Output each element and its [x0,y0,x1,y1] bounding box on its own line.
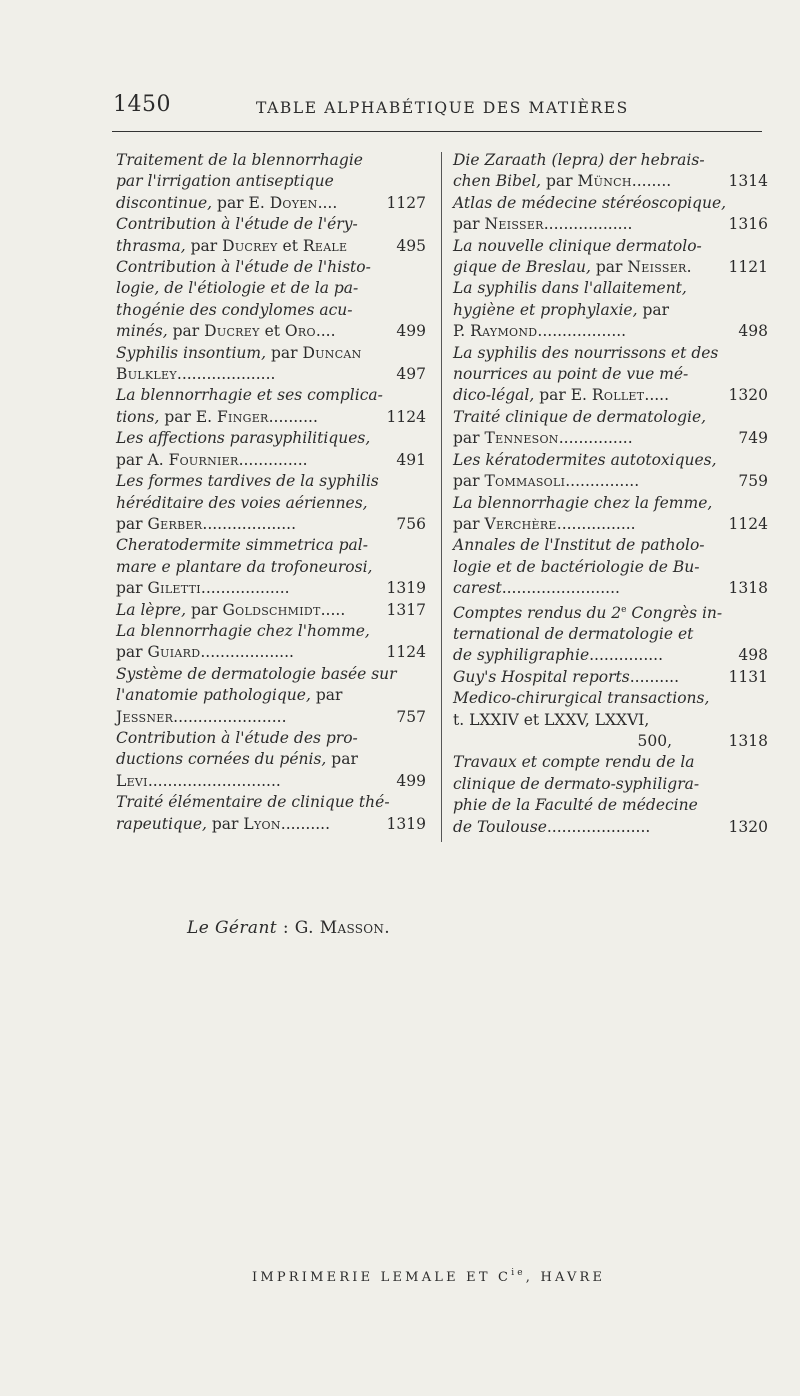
entry-extra: 500, [637,731,672,750]
entry-text: Neisser [484,215,544,234]
page-ref: 1121 [728,258,768,277]
entry-text: thogénie des condylomes acu- [116,300,353,319]
entry-text: e [621,604,627,615]
page-ref: 491 [396,450,426,469]
entry-line [116,707,368,728]
page-ref: 1127 [386,193,426,212]
entry-text: par [185,236,223,255]
entry-text: ..... [320,600,346,619]
entry-line [453,795,710,816]
page-ref: 498 [738,322,768,341]
entry-line [116,557,373,578]
entry-text: Duncan [302,343,362,362]
entry-text: Les affections parasyphilitiques, [116,429,371,448]
entry-text: ..... [644,386,670,405]
entry-text: ductions cornées du pénis, [116,750,327,769]
entry-text: Die Zaraath (lepra) der hebrais- [453,151,705,169]
entry-text: Ducrey [222,236,278,255]
entry-text: l'anatomie pathologique, [116,686,311,705]
entry-line [453,667,710,688]
entry-text: par [310,686,343,705]
entry-line [116,385,383,406]
index-entry [453,493,768,536]
entry-line [453,471,710,492]
entry-text: par E. [212,193,270,212]
page-ref: 756 [396,514,426,533]
entry-line [453,236,710,257]
entry-text: ........................... [147,771,281,790]
entry-text: ................ [556,514,636,533]
entry-text: t. LXXIV et LXXV, LXXVI, [453,710,650,729]
index-entry [116,150,426,214]
entry-text: Lyon [243,814,281,833]
entry-line [116,321,368,342]
entry-line [116,578,368,599]
entry-text: Traité élémentaire de clinique thé- [116,793,390,812]
entry-text: Tommasoli [484,472,566,491]
entry-line [116,407,368,428]
entry-line [116,535,368,556]
entry-text: de Toulouse [453,817,547,836]
entry-line [116,300,368,321]
entry-text: Finger [217,407,269,426]
entry-text: .... [317,193,338,212]
entry-text: Levi [116,771,148,790]
entry-text: phie de la Faculté de médecine [453,796,698,815]
index-entry [453,236,768,279]
entry-text: dico-légal, [453,386,535,405]
entry-line [453,514,710,535]
entry-text: et [259,322,285,341]
index-entry [116,664,426,728]
index-entry [453,150,768,193]
entry-text: Congrès in- [626,603,723,622]
entry-line [453,710,710,731]
entry-text: minés, [116,322,168,341]
index-entry [453,752,768,838]
entry-text: Verchère [484,514,557,533]
entry-text: Atlas de médecine stéréoscopique, [453,193,727,212]
entry-text: par [116,579,148,598]
imprint-text: IMPRIMERIE LEMALE ET C [252,1270,512,1285]
entry-text: Guiard [147,643,201,662]
entry-text: ............... [558,429,633,448]
entry-text: Bulkley [116,365,177,384]
index-entry [453,407,768,450]
entry-text: .......... [629,667,680,686]
page-ref: 1124 [386,407,426,426]
gerant-name-prefix: G. [294,918,320,938]
header-rule [112,131,762,132]
entry-line [453,257,710,278]
entry-text: par [453,514,485,533]
entry-line [116,600,368,621]
page-ref: 1318 [728,579,768,598]
column-divider [441,152,442,842]
page-ref: 1124 [728,514,768,533]
entry-text: Raymond [470,322,538,341]
entry-text: hygiène et prophylaxie, [453,300,638,319]
entry-line [116,685,368,706]
entry-line [453,557,710,578]
entry-text: par [116,643,148,662]
entry-text: par [453,472,485,491]
entry-text: Cheratodermite simmetrica pal- [116,536,368,555]
entry-text: héréditaire des voies aériennes, [116,493,368,512]
entry-text: gique de Breslau, [453,258,591,277]
entry-line [116,214,368,235]
entry-line [453,535,710,556]
entry-text: Münch [577,172,632,191]
entry-text: Traitement de la blennorrhagie [116,151,363,169]
entry-line [116,471,379,492]
entry-text: logie et de bactériologie de Bu- [453,557,700,576]
entry-text: La syphilis des nourrissons et des [453,343,719,362]
page-ref: 759 [738,472,768,491]
index-entry [116,792,426,835]
entry-text: Travaux et compte rendu de la [453,753,695,772]
entry-text: ............... [565,472,640,491]
entry-text: par [186,600,223,619]
index-entry [116,428,426,471]
entry-text: par [453,215,485,234]
page-ref: 1317 [386,600,426,619]
page-ref: 1316 [728,215,768,234]
entry-line [116,364,368,385]
entry-line [116,792,390,813]
entry-line [116,171,368,192]
index-entry [116,385,426,428]
page-ref: 757 [396,707,426,726]
entry-line [453,343,719,364]
entry-text: logie, de l'étiologie et de la pa- [116,279,359,298]
entry-text: La blennorrhagie chez l'homme, [116,621,370,640]
gerant-sep: : [277,918,295,938]
index-entry [453,450,768,493]
entry-text: Guy's Hospital reports [453,667,630,686]
entry-text: Ducrey [204,322,260,341]
entry-line [116,814,368,835]
entry-line [116,193,368,214]
gerant-line [187,918,390,938]
running-head: TABLE ALPHABÉTIQUE DES MATIÈRES [256,99,629,117]
index-entry [116,728,426,792]
entry-text: La blennorrhagie et ses complica- [116,386,383,405]
page-ref: 1124 [386,643,426,662]
entry-text: Gerber [147,514,203,533]
entry-text: Traité clinique de dermatologie, [453,407,707,426]
entry-line [116,749,368,770]
entry-line [116,728,368,749]
entry-text: P. [453,322,471,341]
entry-text: La nouvelle clinique dermatolo- [453,236,702,255]
entry-text: .................. [537,322,627,341]
entry-text: ternational de dermatologie et [453,624,694,643]
entry-text: Neisser [627,258,687,277]
index-entry [453,535,768,599]
entry-text: carest [453,579,502,598]
page-ref: 498 [738,646,768,665]
entry-text: rapeutique, [116,814,207,833]
entry-text: Fournier [168,450,239,469]
entry-text: clinique de dermato-syphiligra- [453,774,700,793]
index-entry [453,193,768,236]
entry-line [453,171,710,192]
entry-text: ........................ [501,579,620,598]
entry-line [453,385,710,406]
entry-text: Système de dermatologie basée sur [116,664,397,683]
entry-text: .................... [176,365,276,384]
page-ref: 1320 [728,817,768,836]
page-ref: 495 [396,236,426,255]
entry-text: .......... [268,407,318,426]
entry-text: par A. [116,450,169,469]
entry-text: thrasma, [116,236,186,255]
entry-text: Syphilis insontium, [116,343,267,362]
entry-text: discontinue, [116,193,213,212]
imprint-sup: ie [511,1268,526,1278]
entry-text: par [116,514,148,533]
entry-text: ....................... [173,707,287,726]
entry-text: Les kératodermites autotoxiques, [453,450,717,469]
entry-text: Contribution à l'étude des pro- [116,728,358,747]
entry-text: par [206,814,244,833]
index-entry [116,214,426,257]
entry-line [116,771,368,792]
entry-line [116,428,371,449]
entry-text: chen Bibel, [453,172,542,191]
entry-line [116,664,397,685]
entry-text: . [686,258,692,277]
entry-line [453,450,717,471]
page-ref: 499 [396,322,426,341]
entry-text: .................. [543,215,633,234]
imprint-line [252,1268,605,1285]
entry-text: par E. [159,407,217,426]
page-number: 1450 [113,92,171,117]
entry-line [116,343,368,364]
entry-line [116,493,368,514]
page-ref: 499 [396,771,426,790]
entry-line [453,407,710,428]
entry-text: .............. [238,450,308,469]
entry-text: Giletti [147,579,201,598]
index-entry [116,257,426,343]
index-entry [116,621,426,664]
page-ref: 1320 [728,386,768,405]
entry-line [453,600,723,624]
entry-line [453,624,710,645]
gerant-name: Masson [319,918,385,938]
entry-text: Comptes rendus du 2 [453,603,622,622]
entry-text: Les formes tardives de la syphilis [116,472,379,491]
page-ref: 749 [738,429,768,448]
entry-text: .................. [200,579,290,598]
entry-text: Contribution à l'étude de l'éry- [116,215,358,234]
index-entry [453,343,768,407]
entry-text: Medico-chirurgical transactions, [453,689,710,708]
index-entry [453,688,768,752]
entry-text: par E. [534,386,592,405]
entry-text: mare e plantare da trofoneurosi, [116,557,373,576]
entry-text: Goldschmidt [222,600,321,619]
entry-line [116,621,368,642]
entry-text: Reale [302,236,348,255]
entry-text: ................... [200,643,294,662]
entry-text: ..................... [546,817,651,836]
index-entry [453,600,768,667]
entry-text: et [277,236,303,255]
entry-line [116,450,368,471]
entry-text: ................... [202,514,297,533]
entry-line [453,214,710,235]
entry-text: par [637,300,670,319]
entry-text: .......... [280,814,331,833]
entry-text: par [167,322,205,341]
entry-text: par l'irrigation antiseptique [116,172,334,191]
entry-line [453,150,710,171]
entry-text: Doyen [269,193,318,212]
entry-line [453,493,713,514]
entry-text: par [453,429,485,448]
page-ref: 1131 [728,667,768,686]
page-ref: 1319 [386,814,426,833]
entry-text: Jessner [116,707,174,726]
index-entry [453,278,768,342]
entry-line [453,364,710,385]
entry-text: ........ [631,172,672,191]
index-entry [116,343,426,386]
right-column [453,150,768,838]
index-entry [116,535,426,599]
entry-line [453,428,710,449]
entry-line [453,817,710,838]
entry-line [116,257,371,278]
entry-text: Tenneson [484,429,559,448]
entry-line [116,642,368,663]
entry-text: Rollet [591,386,645,405]
entry-text: tions, [116,407,160,426]
imprint-end: , HAVRE [525,1270,606,1285]
entry-line [453,774,710,795]
entry-line [453,278,710,299]
entry-line [453,300,710,321]
entry-text: nourrices au point de vue mé- [453,365,689,384]
entry-text: par [266,343,303,362]
gerant-label: Le Gérant [187,918,278,938]
gerant-end: . [384,918,391,938]
page-ref: 1318 [728,731,768,750]
entry-text: de syphiligraphie [453,646,590,665]
entry-text: La blennorrhagie chez la femme, [453,493,713,512]
page-ref: 497 [396,365,426,384]
left-column [116,150,426,835]
entry-text: Annales de l'Institut de patholo- [453,536,705,555]
entry-text: La lèpre, [116,600,187,619]
page-ref: 1319 [386,579,426,598]
entry-text: .... [315,322,336,341]
entry-text: par [541,172,578,191]
entry-text: par [326,750,358,769]
entry-line [453,752,710,773]
entry-line [116,278,368,299]
entry-line [453,578,710,599]
page-ref: 1314 [728,172,768,191]
entry-line [116,514,368,535]
entry-text: Contribution à l'étude de l'histo- [116,258,371,277]
entry-line [116,236,368,257]
entry-line [453,688,710,709]
index-entry [116,600,426,621]
entry-text: ............... [589,646,664,665]
entry-line [453,193,727,214]
entry-text: Oro [284,322,316,341]
entry-text: par [590,258,628,277]
entry-line [453,645,710,666]
entry-text: La syphilis dans l'allaitement, [453,279,687,298]
entry-line [453,321,710,342]
index-entry [453,667,768,688]
index-entry [116,471,426,535]
entry-line [116,150,368,171]
